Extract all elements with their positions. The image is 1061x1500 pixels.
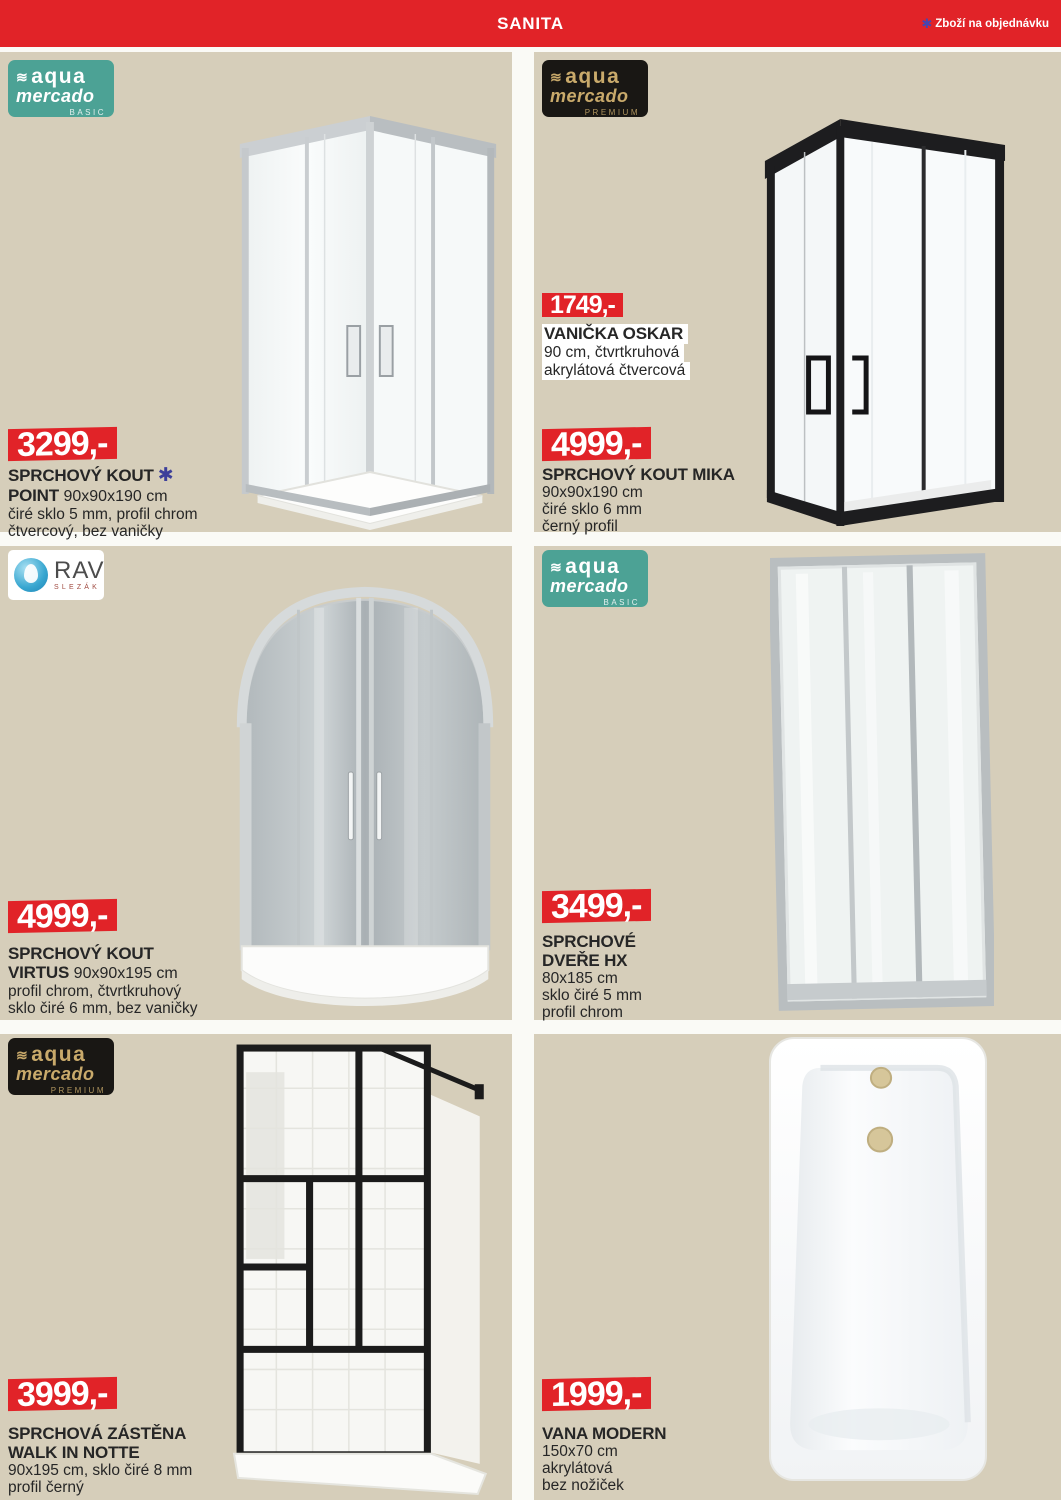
price-tag: 1999,- (542, 1377, 651, 1411)
product-desc-line: profil chrom, čtvrtkruhový (8, 982, 182, 1000)
product-card-sprchovy-kout-point[interactable] (0, 52, 512, 541)
wave-icon: ≋ (16, 68, 30, 85)
product-title-2: WALK IN NOTTE (8, 1443, 140, 1463)
product-image-corner-shower-black (753, 60, 1011, 530)
order-note-label: Zboží na objednávku (935, 17, 1049, 30)
wave-icon: ≋ (550, 68, 564, 85)
product-desc-line: čtvercový, bez vaničky (8, 523, 164, 541)
brand-tier: BASIC (603, 597, 640, 607)
product-desc-line: akrylátová čtvercová (542, 362, 690, 380)
water-drop-icon (14, 558, 48, 592)
price-tag: 3499,- (542, 889, 651, 923)
product-info (8, 944, 258, 1017)
product-desc-line: akrylátová (542, 1460, 613, 1478)
product-desc-line: čiré sklo 5 mm, profil chrom (8, 506, 198, 524)
secondary-product-info (542, 324, 792, 380)
product-title: SPRCHOVÝ KOUT (8, 944, 154, 963)
brand-badge-aqua-mercado-premium (542, 60, 648, 117)
brand-wordmark-2: mercado (16, 1064, 95, 1084)
brand-wordmark: RAV (54, 557, 105, 584)
product-desc-line: profil černý (8, 1479, 84, 1497)
brand-badge-aqua-mercado-premium (8, 1038, 114, 1095)
product-image-walk-in-screen (226, 1038, 518, 1500)
product-card-sprchovy-kout-virtus[interactable] (0, 546, 512, 1020)
brand-tier: BASIC (69, 107, 106, 117)
product-title: VANIČKA OSKAR (542, 324, 688, 344)
product-info (542, 465, 792, 535)
product-info (8, 1424, 258, 1496)
product-card-sprchove-dvere-hx[interactable] (534, 546, 1061, 1020)
product-info (542, 1424, 792, 1494)
brand-wordmark: ≋ aqua (16, 65, 87, 88)
price-tag: 4999,- (542, 427, 651, 461)
product-title: SPRCHOVÝ KOUT MIKA (542, 465, 735, 484)
brand-badge-aqua-mercado-basic (542, 550, 648, 607)
wave-icon: ≋ (550, 558, 564, 575)
order-asterisk-icon: ✱ (157, 465, 174, 486)
product-title: SPRCHOVÝ KOUT ✱ (8, 465, 174, 486)
product-card-sprchovy-kout-mika[interactable] (534, 52, 1061, 536)
brand-wordmark-2: mercado (16, 86, 95, 106)
brand-wordmark: ≋ aqua (550, 65, 621, 88)
price-tag-secondary: 1749,- (542, 293, 623, 317)
brand-wordmark: ≋ aqua (550, 555, 621, 578)
page-title: SANITA (497, 13, 564, 33)
header (0, 0, 1061, 47)
product-title-2: DVEŘE HX (542, 951, 628, 971)
product-card-sprchova-zastena-walk-in-notte[interactable] (0, 1034, 512, 1500)
brand-tier: PREMIUM (50, 1085, 106, 1095)
product-desc-line: čiré sklo 6 mm (542, 501, 642, 519)
product-desc-line: 150x70 cm (542, 1443, 618, 1461)
product-desc-line: sklo čiré 5 mm (542, 987, 642, 1005)
product-title: SPRCHOVÉ (542, 932, 636, 951)
brand-tier: PREMIUM (584, 107, 640, 117)
product-desc-line: profil chrom (542, 1004, 623, 1022)
price-tag: 3999,- (8, 1377, 117, 1411)
product-name-line: POINT 90x90x190 cm (8, 486, 168, 506)
product-image-shower-door (770, 552, 994, 1012)
product-image-bathtub (768, 1036, 990, 1484)
product-info (542, 932, 792, 1021)
order-note (921, 16, 1049, 32)
product-title: SPRCHOVÁ ZÁSTĚNA (8, 1424, 187, 1443)
product-image-quarter-round-shower (228, 548, 502, 1016)
wave-icon: ≋ (16, 1046, 30, 1063)
brand-wordmark: ≋ aqua (16, 1043, 87, 1066)
product-card-vana-modern[interactable] (534, 1034, 1061, 1500)
product-name-line: VIRTUS 90x90x195 cm (8, 963, 178, 983)
product-image-corner-shower-chrome (230, 60, 506, 530)
product-info (8, 465, 258, 540)
product-desc-line: sklo čiré 6 mm, bez vaničky (8, 999, 198, 1017)
product-desc-line: 80x185 cm (542, 970, 618, 988)
product-desc-line: 90 cm, čtvrtkruhová (542, 344, 684, 362)
product-title: VANA MODERN (542, 1424, 667, 1443)
product-desc-line: 90x195 cm, sklo čiré 8 mm (8, 1462, 193, 1480)
product-desc-line: bez nožiček (542, 1477, 624, 1495)
price-tag: 3299,- (8, 427, 117, 461)
brand-badge-aqua-mercado-basic (8, 60, 114, 117)
order-asterisk-icon: ✱ (921, 15, 933, 31)
price-tag: 4999,- (8, 899, 117, 933)
product-desc-line: 90x90x190 cm (542, 484, 643, 502)
brand-wordmark-2: mercado (550, 86, 629, 106)
product-desc-line: černý profil (542, 518, 618, 536)
brand-badge-rav-slezak (8, 550, 104, 600)
brand-subname: SLEZÁK (54, 584, 101, 591)
brand-wordmark-2: mercado (550, 576, 629, 596)
